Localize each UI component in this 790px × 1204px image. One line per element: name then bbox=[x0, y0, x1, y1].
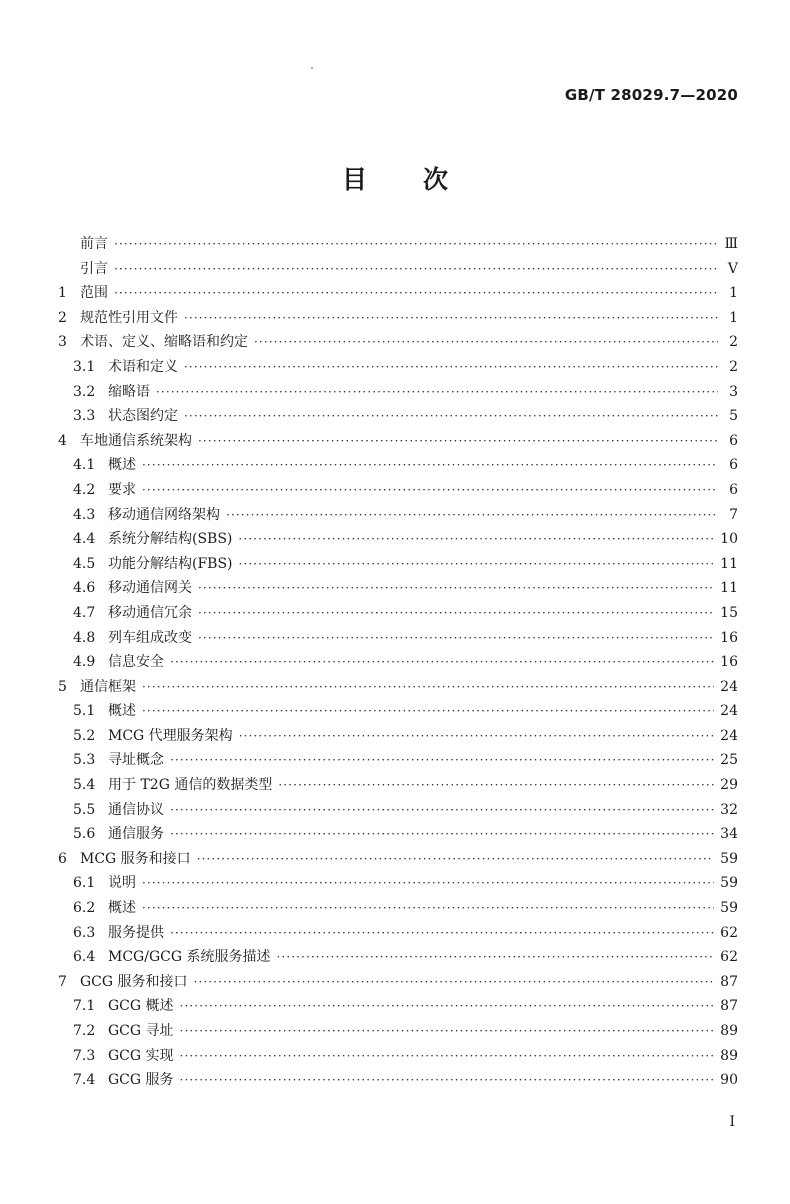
toc-entry-number: 5.3 bbox=[73, 752, 96, 769]
toc-entry-page: 89 bbox=[720, 1023, 738, 1039]
toc-entry-number: 6.4 bbox=[73, 949, 96, 966]
toc-leader-dots bbox=[170, 822, 714, 847]
toc-entry-page: 1 bbox=[729, 309, 738, 326]
toc-entry-label: 范围 bbox=[80, 285, 108, 302]
toc-entry-page: 2 bbox=[729, 358, 738, 375]
toc-leader-dots bbox=[194, 970, 715, 995]
toc-entry-label: GCG 概述 bbox=[108, 998, 174, 1015]
toc-leader-dots bbox=[197, 847, 714, 872]
toc-leader-dots bbox=[184, 355, 718, 380]
standard-code: GB/T 28029.7—2020 bbox=[564, 86, 738, 104]
toc-entry-page: 11 bbox=[720, 580, 738, 597]
toc-leader-dots bbox=[278, 773, 714, 798]
title-char-1: 目 bbox=[341, 165, 367, 194]
toc-entry-number: 4.6 bbox=[73, 580, 96, 597]
toc-entry-number: 4.1 bbox=[73, 457, 96, 474]
toc-entry-number: 5.1 bbox=[73, 703, 96, 720]
toc-leader-dots bbox=[142, 699, 714, 724]
table-of-contents bbox=[58, 232, 738, 1093]
toc-entry-page: 6 bbox=[729, 457, 738, 474]
toc-entry-number: 2 bbox=[58, 309, 67, 326]
toc-entry-label: 移动通信冗余 bbox=[108, 604, 192, 621]
toc-entry-number: 6.1 bbox=[73, 875, 96, 892]
toc-entry-number: 7 bbox=[58, 973, 67, 990]
toc-entry-page: 16 bbox=[720, 654, 738, 671]
toc-entry-page: 10 bbox=[720, 531, 738, 548]
toc-entry-page: 6 bbox=[729, 481, 738, 498]
toc-entry[interactable] bbox=[58, 1068, 738, 1093]
toc-entry-page: 90 bbox=[720, 1072, 738, 1089]
toc-entry-number: 5.2 bbox=[73, 727, 96, 744]
toc-leader-dots bbox=[198, 429, 718, 454]
toc-entry[interactable] bbox=[58, 626, 738, 651]
toc-entry[interactable] bbox=[58, 994, 738, 1019]
toc-entry-page: 59 bbox=[720, 875, 738, 892]
toc-entry-label: 移动通信网关 bbox=[108, 580, 192, 597]
toc-leader-dots bbox=[114, 257, 718, 282]
toc-leader-dots bbox=[156, 380, 718, 405]
toc-entry-number: 5 bbox=[58, 678, 67, 695]
toc-entry-number: 5.5 bbox=[73, 801, 96, 818]
toc-entry[interactable] bbox=[58, 945, 738, 970]
scan-speck bbox=[311, 67, 313, 69]
toc-entry-page: 32 bbox=[720, 801, 738, 818]
toc-entry[interactable] bbox=[58, 896, 738, 921]
toc-leader-dots bbox=[180, 1019, 715, 1044]
toc-entry-label: MCG 代理服务架构 bbox=[108, 727, 233, 744]
toc-entry[interactable] bbox=[58, 970, 738, 995]
toc-leader-dots bbox=[239, 724, 714, 749]
toc-entry[interactable] bbox=[58, 822, 738, 847]
toc-entry[interactable] bbox=[58, 330, 738, 355]
toc-entry-label: 要求 bbox=[108, 481, 136, 498]
toc-entry-number: 3.2 bbox=[73, 383, 96, 400]
toc-entry-number: 4.5 bbox=[73, 555, 96, 572]
toc-entry-number: 4.7 bbox=[73, 604, 96, 621]
toc-entry[interactable] bbox=[58, 552, 738, 577]
toc-entry-page: 16 bbox=[720, 629, 738, 646]
toc-entry-label: 术语和定义 bbox=[108, 358, 178, 375]
toc-entry[interactable] bbox=[58, 847, 738, 872]
toc-entry-label: 服务提供 bbox=[108, 924, 164, 941]
toc-entry-label: 前言 bbox=[80, 236, 108, 252]
page-title bbox=[0, 160, 790, 196]
toc-entry-page: 87 bbox=[720, 973, 738, 990]
toc-entry-label: 说明 bbox=[108, 875, 136, 892]
toc-entry-label: 概述 bbox=[108, 703, 136, 720]
toc-entry[interactable] bbox=[58, 921, 738, 946]
toc-entry-page: 24 bbox=[720, 727, 738, 744]
toc-leader-dots bbox=[276, 945, 714, 970]
toc-entry-label: 通信服务 bbox=[108, 826, 164, 843]
toc-entry-page: 24 bbox=[720, 678, 738, 695]
toc-leader-dots bbox=[170, 748, 714, 773]
toc-entry-label: 规范性引用文件 bbox=[80, 309, 178, 326]
toc-entry-page: 62 bbox=[720, 924, 738, 941]
toc-leader-dots bbox=[170, 650, 714, 675]
toc-entry-page: 87 bbox=[720, 998, 738, 1015]
toc-entry-page: V bbox=[727, 260, 738, 277]
toc-entry-number: 4.3 bbox=[73, 506, 96, 523]
toc-entry-page: 24 bbox=[720, 703, 738, 720]
toc-entry-label: GCG 寻址 bbox=[108, 1023, 174, 1039]
toc-entry[interactable] bbox=[58, 748, 738, 773]
toc-entry-page: 7 bbox=[729, 506, 738, 523]
toc-entry-label: MCG 服务和接口 bbox=[80, 850, 191, 867]
toc-entry-number: 4.4 bbox=[73, 531, 96, 548]
toc-entry-label: 信息安全 bbox=[108, 654, 164, 671]
toc-entry-page: 3 bbox=[729, 383, 738, 400]
toc-entry[interactable] bbox=[58, 576, 738, 601]
toc-entry-label: 功能分解结构(FBS) bbox=[108, 555, 233, 572]
toc-entry[interactable] bbox=[58, 871, 738, 896]
toc-entry-page: 5 bbox=[729, 408, 738, 425]
toc-entry-number: 4.2 bbox=[73, 481, 96, 498]
toc-entry-number: 6 bbox=[58, 850, 67, 867]
toc-entry[interactable] bbox=[58, 404, 738, 429]
toc-entry-label: 通信框架 bbox=[80, 678, 136, 695]
toc-leader-dots bbox=[180, 994, 715, 1019]
toc-entry-label: 术语、定义、缩略语和约定 bbox=[80, 334, 248, 351]
toc-entry-number: 3.3 bbox=[73, 408, 96, 425]
toc-entry-page: 62 bbox=[720, 949, 738, 966]
toc-entry[interactable] bbox=[58, 675, 738, 700]
toc-entry-number: 5.6 bbox=[73, 826, 96, 843]
toc-entry[interactable] bbox=[58, 527, 738, 552]
toc-leader-dots bbox=[114, 232, 718, 257]
toc-entry-number: 4.9 bbox=[73, 654, 96, 671]
toc-entry-page: Ⅲ bbox=[724, 236, 738, 252]
toc-leader-dots bbox=[184, 306, 718, 331]
toc-entry-number: 5.4 bbox=[73, 777, 96, 794]
toc-leader-dots bbox=[238, 527, 714, 552]
toc-entry[interactable] bbox=[58, 281, 738, 306]
toc-entry-number: 3 bbox=[58, 334, 67, 351]
toc-entry[interactable] bbox=[58, 232, 738, 257]
toc-entry[interactable] bbox=[58, 503, 738, 528]
toc-entry-number: 7.1 bbox=[73, 998, 96, 1015]
toc-entry[interactable] bbox=[58, 478, 738, 503]
toc-entry-label: MCG/GCG 系统服务描述 bbox=[108, 949, 271, 966]
toc-leader-dots bbox=[226, 503, 718, 528]
toc-leader-dots bbox=[114, 281, 718, 306]
toc-leader-dots bbox=[142, 478, 718, 503]
toc-entry-label: 通信协议 bbox=[108, 801, 164, 818]
toc-entry-page: 1 bbox=[729, 285, 738, 302]
toc-entry-label: GCG 实现 bbox=[108, 1047, 174, 1064]
toc-entry-label: 概述 bbox=[108, 457, 136, 474]
toc-leader-dots bbox=[142, 871, 714, 896]
toc-entry-label: GCG 服务和接口 bbox=[80, 973, 188, 990]
toc-entry[interactable] bbox=[58, 1019, 738, 1044]
toc-entry-number: 6.2 bbox=[73, 900, 96, 917]
toc-entry-page: 34 bbox=[720, 826, 738, 843]
toc-entry-label: 移动通信网络架构 bbox=[108, 506, 220, 523]
toc-entry-page: 25 bbox=[720, 752, 738, 769]
toc-entry-number: 6.3 bbox=[73, 924, 96, 941]
toc-leader-dots bbox=[198, 626, 714, 651]
toc-entry-number: 3.1 bbox=[73, 358, 96, 375]
toc-entry-number: 7.3 bbox=[73, 1047, 96, 1064]
toc-leader-dots bbox=[254, 330, 718, 355]
toc-entry-page: 29 bbox=[720, 777, 738, 794]
toc-entry-label: 状态图约定 bbox=[108, 408, 178, 425]
toc-entry[interactable] bbox=[58, 699, 738, 724]
page-number: I bbox=[729, 1114, 735, 1130]
toc-entry-label: 寻址概念 bbox=[108, 752, 164, 769]
toc-entry-label: 车地通信系统架构 bbox=[80, 432, 192, 449]
toc-entry-label: 系统分解结构(SBS) bbox=[108, 531, 233, 548]
toc-entry[interactable] bbox=[58, 429, 738, 454]
toc-leader-dots bbox=[184, 404, 718, 429]
toc-entry[interactable] bbox=[58, 798, 738, 823]
toc-entry[interactable] bbox=[58, 355, 738, 380]
toc-leader-dots bbox=[142, 896, 714, 921]
toc-entry-label: 用于 T2G 通信的数据类型 bbox=[108, 777, 273, 794]
toc-entry-label: 概述 bbox=[108, 900, 136, 917]
toc-entry-page: 11 bbox=[720, 555, 738, 572]
toc-leader-dots bbox=[142, 675, 714, 700]
toc-entry-label: 缩略语 bbox=[108, 383, 150, 400]
toc-entry-label: 列车组成改变 bbox=[108, 629, 192, 646]
toc-leader-dots bbox=[170, 798, 714, 823]
toc-entry[interactable] bbox=[58, 650, 738, 675]
toc-entry-label: GCG 服务 bbox=[108, 1072, 174, 1089]
toc-entry[interactable] bbox=[58, 257, 738, 282]
toc-entry[interactable] bbox=[58, 453, 738, 478]
title-char-2: 次 bbox=[423, 165, 449, 194]
toc-leader-dots bbox=[180, 1044, 715, 1069]
toc-entry-number: 7.4 bbox=[73, 1072, 96, 1089]
toc-entry-page: 6 bbox=[729, 432, 738, 449]
toc-entry[interactable] bbox=[58, 773, 738, 798]
toc-leader-dots bbox=[198, 601, 714, 626]
toc-entry[interactable] bbox=[58, 1044, 738, 1069]
toc-entry[interactable] bbox=[58, 306, 738, 331]
toc-entry-page: 15 bbox=[720, 604, 738, 621]
toc-entry-number: 4 bbox=[58, 432, 67, 449]
toc-leader-dots bbox=[170, 921, 714, 946]
toc-entry-page: 59 bbox=[720, 850, 738, 867]
toc-leader-dots bbox=[198, 576, 714, 601]
toc-entry[interactable] bbox=[58, 724, 738, 749]
toc-entry[interactable] bbox=[58, 380, 738, 405]
toc-entry-label: 引言 bbox=[80, 260, 108, 277]
toc-leader-dots bbox=[142, 453, 718, 478]
toc-entry-number: 1 bbox=[58, 285, 67, 302]
toc-entry[interactable] bbox=[58, 601, 738, 626]
toc-entry-page: 2 bbox=[729, 334, 738, 351]
toc-leader-dots bbox=[180, 1068, 715, 1093]
toc-entry-page: 89 bbox=[720, 1047, 738, 1064]
toc-entry-page: 59 bbox=[720, 900, 738, 917]
toc-entry-number: 4.8 bbox=[73, 629, 96, 646]
toc-leader-dots bbox=[239, 552, 715, 577]
toc-entry-number: 7.2 bbox=[73, 1023, 96, 1039]
